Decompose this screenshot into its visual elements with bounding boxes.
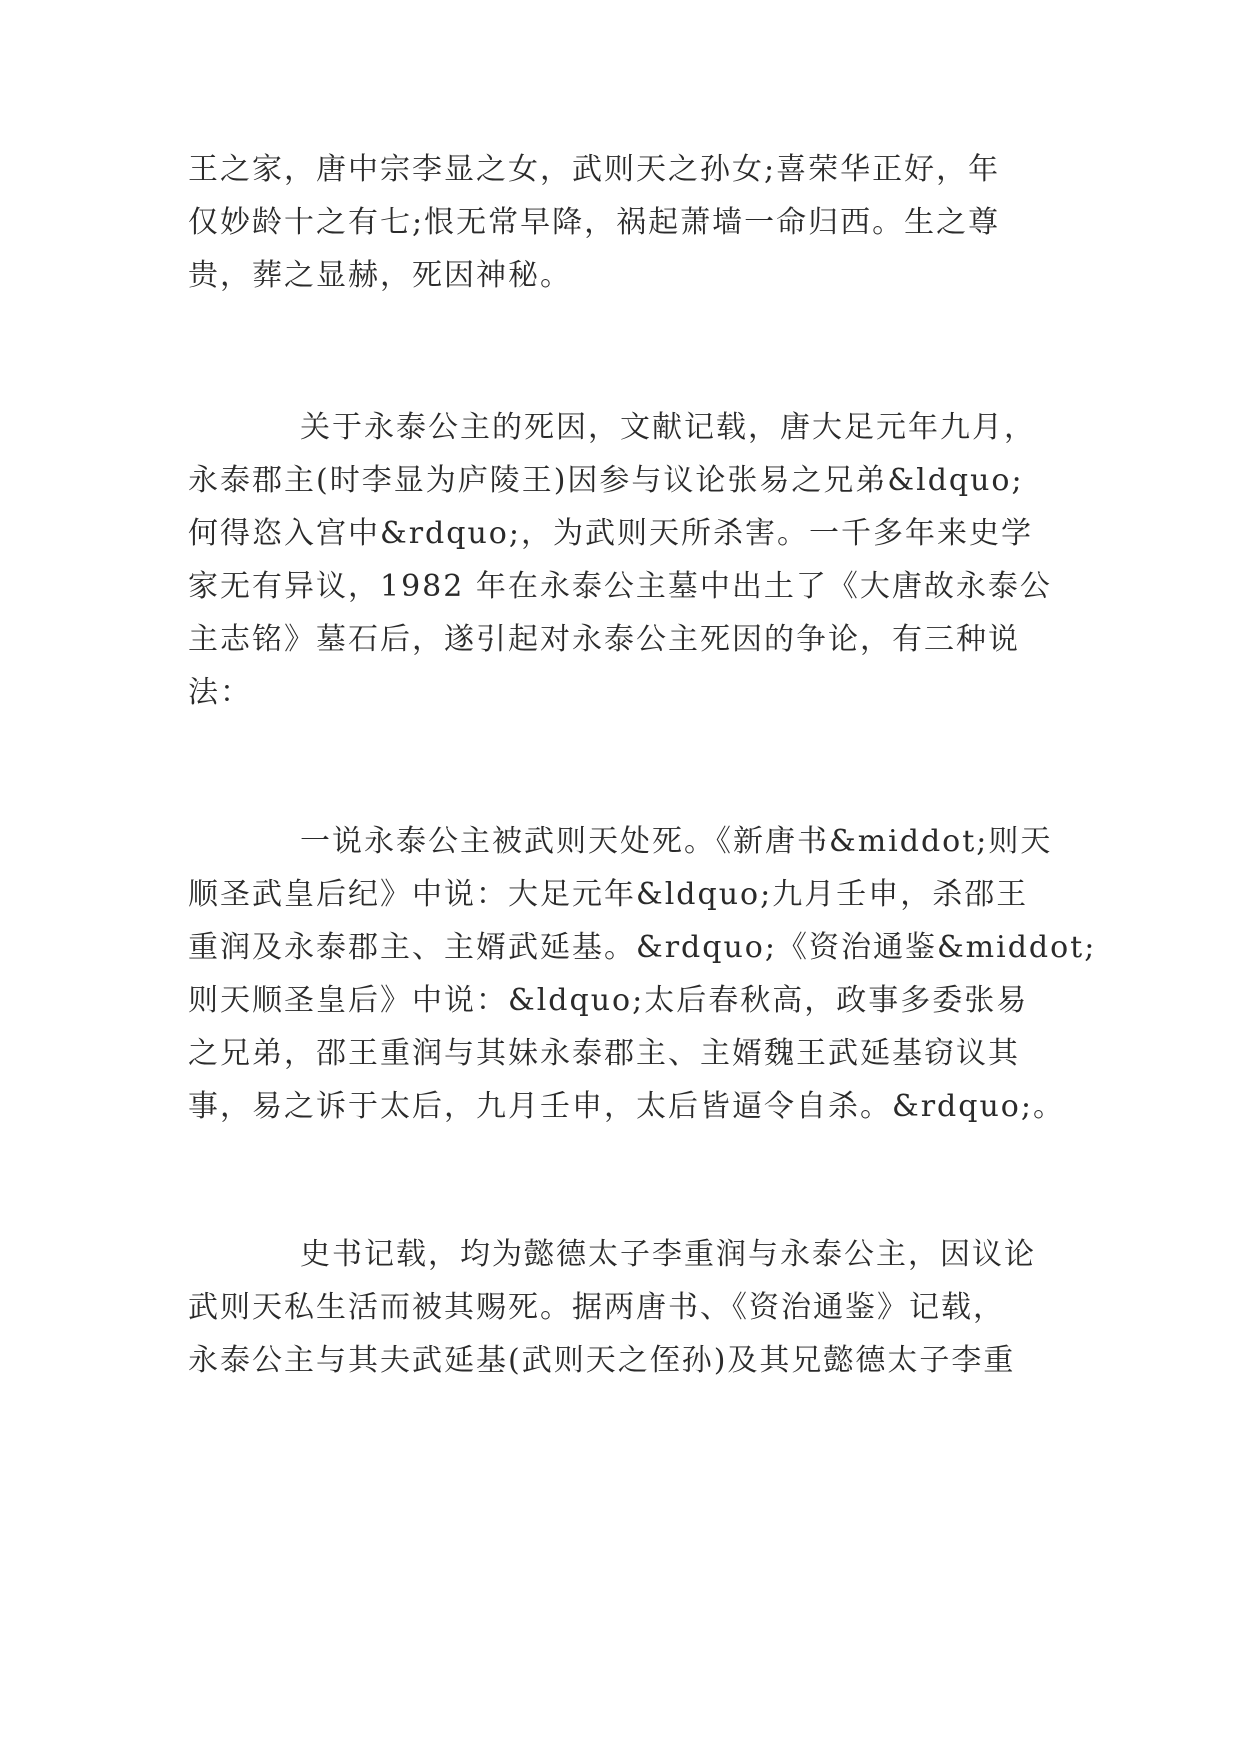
text-line: 主志铭》墓石后，遂引起对永泰公主死因的争论，有三种说 — [188, 622, 1020, 657]
text-line: 武则天私生活而被其赐死。据两唐书、《资治通鉴》记载， — [188, 1290, 1005, 1325]
text-line: 永泰公主与其夫武延基(武则天之侄孙)及其兄懿德太子李重 — [188, 1343, 1016, 1378]
text-line: 一说永泰公主被武则天处死。《新唐书&middot;则天 — [300, 824, 1053, 859]
text-line: 贵，葬之显赫，死因神秘。 — [188, 258, 572, 293]
text-line: 法： — [188, 675, 252, 710]
paragraph-1 — [188, 143, 1068, 302]
text-line: 家无有异议，1982 年在永泰公主墓中出土了《大唐故永泰公 — [188, 569, 1052, 604]
text-line: 关于永泰公主的死因，文献记载，唐大足元年九月， — [300, 410, 1036, 445]
text-line: 则天顺圣皇后》中说：&ldquo;太后春秋高，政事多委张易 — [188, 983, 1029, 1018]
text-line: 重润及永泰郡主、主婿武延基。&rdquo;《资治通鉴&middot; — [188, 930, 1097, 965]
paragraph-4 — [188, 1228, 1068, 1387]
text-line: 事，易之诉于太后，九月壬申，太后皆逼令自杀。&rdquo;。 — [188, 1089, 1065, 1124]
text-line: 顺圣武皇后纪》中说：大足元年&ldquo;九月壬申，杀邵王 — [188, 877, 1029, 912]
text-line: 之兄弟，邵王重润与其妹永泰郡主、主婿魏王武延基窃议其 — [188, 1036, 1020, 1071]
text-line: 王之家，唐中宗李显之女，武则天之孙女;喜荣华正好，年 — [188, 152, 1001, 187]
text-line: 永泰郡主(时李显为庐陵王)因参与议论张易之兄弟&ldquo; — [188, 463, 1024, 498]
text-line: 仅妙龄十之有七;恨无常早降，祸起萧墙一命归西。生之尊 — [188, 205, 1001, 240]
paragraph-3 — [188, 815, 1097, 1133]
text-line: 何得恣入宫中&rdquo;，为武则天所杀害。一千多年来史学 — [188, 516, 1033, 551]
text-line: 史书记载，均为懿德太子李重润与永泰公主，因议论 — [300, 1237, 1036, 1272]
paragraph-2 — [188, 401, 1068, 719]
